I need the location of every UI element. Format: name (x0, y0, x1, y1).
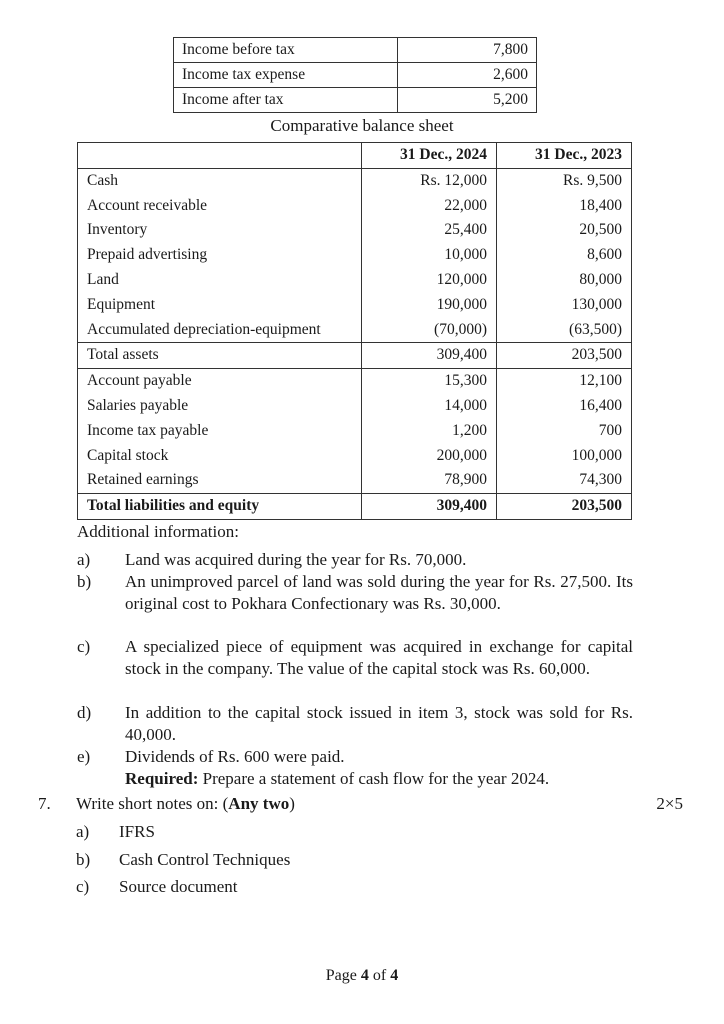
value-2024: 120,000 (362, 268, 497, 293)
table-row (78, 268, 632, 293)
value-2023: 100,000 (497, 444, 632, 469)
row-label: Prepaid advertising (78, 243, 362, 268)
value-2024: 1,200 (362, 419, 497, 444)
value-2024: (70,000) (362, 318, 497, 343)
table-row (174, 88, 537, 113)
value-2024: 200,000 (362, 444, 497, 469)
value-2024: 78,900 (362, 468, 497, 493)
table-row (78, 468, 632, 493)
table-row (174, 63, 537, 88)
table-row (78, 394, 632, 419)
table-row (78, 419, 632, 444)
value-2023: 130,000 (497, 293, 632, 318)
row-value: 2,600 (398, 63, 537, 88)
total-assets-row (78, 343, 632, 369)
value-2024: 14,000 (362, 394, 497, 419)
table-row (78, 194, 632, 219)
item-marker: d) (77, 703, 92, 722)
table-row (174, 38, 537, 63)
value-2024: 15,300 (362, 369, 497, 394)
table-row (78, 293, 632, 318)
option-text: IFRS (119, 822, 155, 841)
question-text: Write short notes on: (Any two) (76, 794, 295, 813)
info-item-e (77, 746, 633, 768)
table-row (78, 168, 632, 193)
row-label: Salaries payable (78, 394, 362, 419)
table-row (78, 369, 632, 394)
total-pages: 4 (390, 967, 399, 984)
row-label: Income before tax (174, 38, 398, 63)
item-marker: c) (77, 637, 91, 656)
required-label: Required: (125, 769, 199, 788)
value-2023: 80,000 (497, 268, 632, 293)
item-text: A specialized piece of equipment was acquired in exchange for capital stock in the company. The value of the capital stock was Rs. 60,000. (125, 637, 633, 678)
value-2023: 16,400 (497, 394, 632, 419)
option-text: Source document (119, 877, 238, 896)
value-2023: 12,100 (497, 369, 632, 394)
item-text: In addition to the capital stock issued in item 3, stock was sold for Rs. 40,000. (125, 703, 633, 744)
value-2023: 203,500 (497, 494, 632, 520)
required-text: Prepare a statement of cash flow for the year 2024. (198, 769, 550, 788)
row-label: Land (78, 268, 362, 293)
row-label: Income tax payable (78, 419, 362, 444)
item-marker: a) (77, 550, 91, 569)
table-row (78, 444, 632, 469)
row-label: Income tax expense (174, 63, 398, 88)
row-label: Inventory (78, 218, 362, 243)
header-blank (78, 143, 362, 169)
info-item-d (77, 702, 633, 745)
row-label: Cash (78, 168, 362, 193)
value-2024: 190,000 (362, 293, 497, 318)
info-item-c (77, 636, 633, 679)
income-summary-table (173, 37, 537, 113)
value-2024: 309,400 (362, 494, 497, 520)
row-label: Capital stock (78, 444, 362, 469)
row-label: Total liabilities and equity (78, 494, 362, 520)
row-value: 7,800 (398, 38, 537, 63)
row-label: Account receivable (78, 194, 362, 219)
option-text: Cash Control Techniques (119, 850, 291, 869)
item-text: Land was acquired during the year for Rs. 70,000. (125, 550, 467, 569)
item-text: An unimproved parcel of land was sold during the year for Rs. 27,500. Its original cost to Pokhara Confectionary was Rs. 30,000. (125, 572, 633, 613)
row-label: Account payable (78, 369, 362, 394)
value-2023: 8,600 (497, 243, 632, 268)
row-value: 5,200 (398, 88, 537, 113)
row-label: Equipment (78, 293, 362, 318)
value-2024: 309,400 (362, 343, 497, 369)
value-2024: Rs. 12,000 (362, 168, 497, 193)
item-marker: b) (77, 572, 92, 591)
table-row (78, 243, 632, 268)
value-2023: 700 (497, 419, 632, 444)
value-2023: 18,400 (497, 194, 632, 219)
required-statement (77, 768, 633, 790)
header-2023: 31 Dec., 2023 (497, 143, 632, 169)
value-2023: 74,300 (497, 468, 632, 493)
row-label: Income after tax (174, 88, 398, 113)
row-label: Accumulated depreciation-equipment (78, 318, 362, 343)
total-liabilities-equity-row (78, 494, 632, 520)
value-2024: 10,000 (362, 243, 497, 268)
question-marks: 2×5 (656, 794, 683, 813)
option-marker: a) (76, 822, 90, 841)
row-label: Retained earnings (78, 468, 362, 493)
current-page: 4 (360, 967, 369, 984)
header-2024: 31 Dec., 2024 (362, 143, 497, 169)
value-2023: 20,500 (497, 218, 632, 243)
item-marker: e) (77, 747, 91, 766)
item-text: Dividends of Rs. 600 were paid. (125, 747, 345, 766)
additional-info-title: Additional information: (77, 522, 239, 541)
row-label: Total assets (78, 343, 362, 369)
page-footer: Page 4 of 4 (325, 967, 399, 984)
table-row (78, 318, 632, 343)
value-2023: (63,500) (497, 318, 632, 343)
value-2024: 25,400 (362, 218, 497, 243)
value-2023: Rs. 9,500 (497, 168, 632, 193)
option-marker: c) (76, 877, 90, 896)
table-row (78, 218, 632, 243)
any-two-emphasis: Any two (228, 794, 290, 813)
balance-sheet-table (77, 142, 632, 520)
value-2023: 203,500 (497, 343, 632, 369)
info-item-b (77, 571, 633, 614)
table-header-row (78, 143, 632, 169)
balance-sheet-title: Comparative balance sheet (270, 116, 454, 135)
value-2024: 22,000 (362, 194, 497, 219)
question-number: 7. (38, 794, 51, 813)
option-marker: b) (76, 850, 91, 869)
info-item-a (77, 549, 633, 571)
